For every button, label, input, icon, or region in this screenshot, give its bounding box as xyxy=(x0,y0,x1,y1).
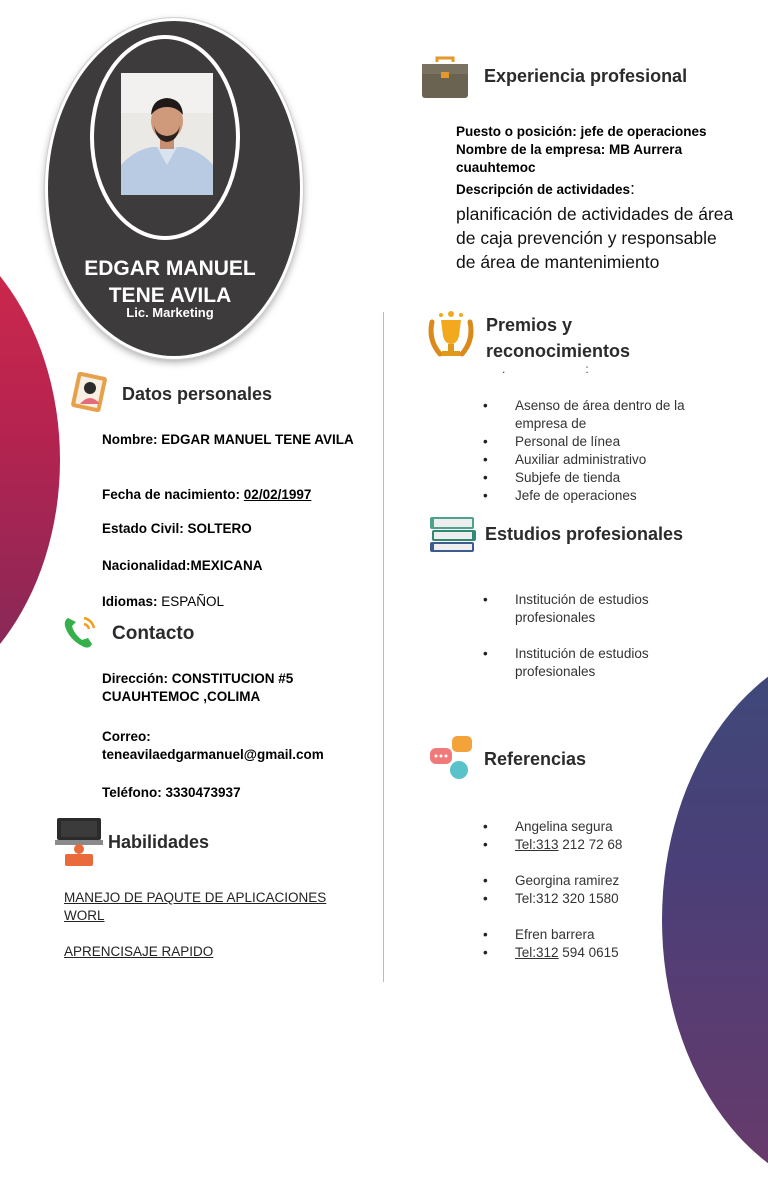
name-line-1: EDGAR MANUEL xyxy=(84,257,256,280)
skill-item-1: MANEJO DE PAQUTE DE APLICACIONES WORL xyxy=(64,890,327,923)
experience-position: Puesto o posición: jefe de operaciones xyxy=(456,124,707,139)
reference-phone-prefix: Tel:312 xyxy=(515,945,559,960)
award-item: • Subjefe de tienda xyxy=(483,469,713,487)
award-item: • Asenso de área dentro de la empresa de xyxy=(483,397,713,433)
references-title: Referencias xyxy=(484,749,587,769)
awards-title-line-1: Premios y xyxy=(486,315,573,335)
experience-desc-label xyxy=(456,180,746,199)
name-line-2: TENE AVILA xyxy=(108,284,232,307)
award-item: • Auxiliar administrativo xyxy=(483,451,713,469)
awards-title xyxy=(486,312,630,364)
birthdate-label: Fecha de nacimiento: xyxy=(102,487,244,502)
experience-title: Experiencia profesional xyxy=(484,66,688,86)
studies-list xyxy=(483,591,713,681)
candidate-name xyxy=(60,255,280,309)
contact-email-label: Correo: xyxy=(102,729,151,744)
left-decorative-arc xyxy=(0,205,60,715)
briefcase-icon xyxy=(420,56,470,105)
skills-title: Habilidades xyxy=(108,832,210,852)
chat-bubbles-icon xyxy=(428,734,476,787)
award-item: • Jefe de operaciones xyxy=(483,487,713,505)
awards-list xyxy=(483,397,713,505)
award-item: • Personal de línea xyxy=(483,433,713,451)
personal-name: Nombre: EDGAR MANUEL TENE AVILA xyxy=(102,432,354,447)
studies-title: Estudios profesionales xyxy=(485,524,684,544)
skill-item-2: APRENCISAJE RAPIDO xyxy=(64,944,214,959)
personal-birthdate xyxy=(102,486,362,504)
reference-phone-rest: Tel:312 320 1580 xyxy=(515,891,619,906)
personal-civil-status: Estado Civil: SOLTERO xyxy=(102,521,252,536)
laptop-user-icon xyxy=(55,816,103,871)
awards-marks: . : xyxy=(502,362,589,376)
reference-phone xyxy=(483,944,713,962)
reference-name: • Georgina ramirez xyxy=(483,872,713,890)
reference-phone xyxy=(483,836,713,854)
reference-phone xyxy=(483,890,713,908)
reference-phone-rest: 594 0615 xyxy=(558,945,619,960)
languages-value: ESPAÑOL xyxy=(161,594,225,609)
references-list xyxy=(483,818,713,962)
study-item: • Institución de estudios profesionales xyxy=(483,591,713,627)
books-icon xyxy=(428,514,478,561)
desc-label-text: Descripción de actividades xyxy=(456,182,631,197)
contact-address: Dirección: CONSTITUCION #5 CUAUHTEMOC ,COLIMA xyxy=(102,671,294,704)
profile-photo xyxy=(121,73,213,195)
birthdate-value: 02/02/1997 xyxy=(243,487,312,502)
study-item: • Institución de estudios profesionales xyxy=(483,645,713,681)
reference-name: • Efren barrera xyxy=(483,926,713,944)
phone-icon xyxy=(60,612,100,657)
experience-company: Nombre de la empresa: MB Aurrera cuauhtemoc xyxy=(456,142,683,175)
profession-subtitle: Lic. Marketing xyxy=(126,305,214,320)
column-divider xyxy=(383,312,384,982)
contact-phone: Teléfono: 3330473937 xyxy=(102,785,241,800)
awards-title-line-2: reconocimientos xyxy=(486,341,631,361)
reference-phone-rest: 212 72 68 xyxy=(558,837,623,852)
contact-email[interactable]: teneavilaedgarmanuel@gmail.com xyxy=(102,747,324,762)
reference-name: • Angelina segura xyxy=(483,818,713,836)
personal-data-title: Datos personales xyxy=(122,384,273,404)
languages-label: Idiomas: xyxy=(102,594,162,609)
contact-title: Contacto xyxy=(112,623,195,644)
reference-phone-prefix: Tel:313 xyxy=(515,837,559,852)
desc-label-colon: : xyxy=(630,179,635,198)
personal-languages xyxy=(102,593,362,611)
experience-description: planificación de actividades de área de caja prevención y responsable de área de mantenimiento xyxy=(456,204,734,272)
id-card-icon xyxy=(70,372,108,417)
trophy-icon xyxy=(424,306,478,369)
personal-nationality: Nacionalidad:MEXICANA xyxy=(102,558,263,573)
